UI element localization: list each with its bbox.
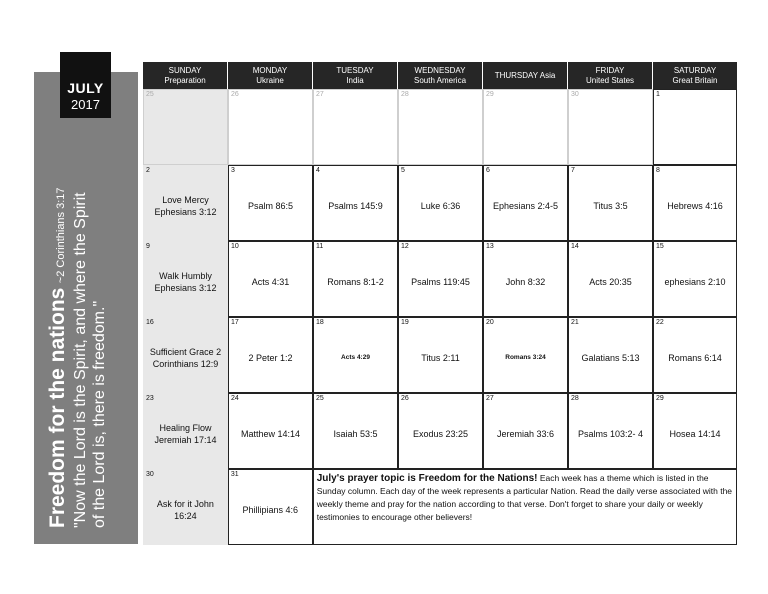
day-number: 2 (146, 167, 150, 174)
weekday-header-cell (143, 62, 228, 89)
day-verse: Psalms 103:2- 4 (577, 429, 644, 439)
day-verse: 2 Peter 1:2 (248, 353, 293, 363)
day-number: 21 (571, 319, 579, 326)
weekday-name: TUESDAY (336, 65, 374, 75)
day-number: 30 (146, 471, 154, 478)
theme-title: Freedom for the nations (46, 287, 69, 528)
weekday-name: THURSDAY Asia (494, 70, 556, 80)
day-number: 3 (231, 167, 235, 174)
day-number: 22 (656, 319, 664, 326)
day-verse: Psalms 119:45 (411, 277, 470, 287)
calendar-day-cell (398, 317, 483, 393)
day-number: 29 (656, 395, 664, 402)
calendar-grid (143, 62, 737, 545)
theme-text (48, 128, 109, 528)
calendar-day-cell (483, 393, 568, 469)
weekday-nation: India (346, 75, 364, 85)
calendar-day-cell (653, 317, 737, 393)
weekday-header (143, 62, 737, 89)
day-verse: Luke 6:36 (420, 201, 461, 211)
day-verse: Acts 4:29 (341, 354, 370, 361)
day-number: 16 (146, 319, 154, 326)
calendar-day-cell (228, 89, 313, 165)
calendar-week-row (143, 469, 737, 545)
day-verse: Romans 3:24 (505, 354, 546, 361)
day-verse: Isaiah 53:5 (333, 429, 378, 439)
day-number: 20 (486, 319, 494, 326)
day-number: 26 (401, 395, 409, 402)
day-verse: Phillipians 4:6 (242, 505, 299, 515)
calendar-day-cell (568, 393, 653, 469)
day-verse (399, 90, 482, 164)
calendar-day-cell (568, 89, 653, 165)
calendar-day-cell (653, 241, 737, 317)
calendar-day-cell (398, 89, 483, 165)
day-verse: Romans 8:1-2 (327, 277, 384, 287)
day-verse: Romans 6:14 (668, 353, 722, 363)
calendar-day-cell (228, 393, 313, 469)
weekday-header-cell (313, 62, 398, 89)
day-number: 15 (656, 243, 664, 250)
weekday-name: MONDAY (252, 65, 288, 75)
weekday-name: SATURDAY (673, 65, 717, 75)
calendar-day-cell (653, 393, 737, 469)
day-number: 26 (231, 91, 239, 98)
day-verse: Acts 20:35 (589, 277, 632, 287)
day-number: 9 (146, 243, 150, 250)
weekday-nation: South America (413, 75, 467, 85)
month-badge (60, 52, 111, 118)
day-number: 27 (316, 91, 324, 98)
calendar-day-cell (228, 165, 313, 241)
calendar-day-cell (313, 241, 398, 317)
calendar-day-cell (228, 317, 313, 393)
day-verse: Titus 2:11 (421, 353, 460, 363)
day-verse: Healing Flow Jeremiah 17:14 (154, 423, 217, 445)
weekday-header-cell (653, 62, 737, 89)
calendar-day-cell (653, 165, 737, 241)
weekday-header-cell (228, 62, 313, 89)
day-number: 13 (486, 243, 494, 250)
calendar-day-cell (568, 241, 653, 317)
calendar-day-cell (143, 393, 228, 469)
day-number: 23 (146, 395, 154, 402)
day-number: 25 (146, 91, 154, 98)
day-number: 5 (401, 167, 405, 174)
calendar-day-cell (228, 241, 313, 317)
day-verse: Sufficient Grace 2 Corinthians 12:9 (149, 347, 222, 369)
day-number: 29 (486, 91, 494, 98)
day-verse (314, 90, 397, 164)
calendar-day-cell (483, 241, 568, 317)
day-verse: Ask for it John 16:24 (156, 499, 214, 521)
calendar-day-cell (228, 469, 313, 545)
day-number: 17 (231, 319, 239, 326)
prayer-topic-body: Each week has a theme which is listed in the Sunday column. Each day of the week represents a particular Nation. Read the daily verse associated with the weekly theme and pray for the nation according to that verse. Don't forget to share your daily or weekly testimonies to encourage other believers! (316, 473, 733, 522)
day-number: 1 (656, 91, 660, 98)
day-verse: ephesians 2:10 (664, 277, 726, 287)
calendar-day-cell (143, 469, 228, 545)
day-verse: Walk Humbly Ephesians 3:12 (154, 271, 217, 293)
calendar-week-row (143, 317, 737, 393)
day-number: 10 (231, 243, 239, 250)
day-number: 7 (571, 167, 575, 174)
weekday-nation: Preparation (164, 75, 206, 85)
calendar-day-cell (398, 241, 483, 317)
day-verse (654, 90, 736, 164)
day-number: 28 (401, 91, 409, 98)
day-verse: John 8:32 (505, 277, 546, 287)
calendar-day-cell (653, 89, 737, 165)
day-verse: Hosea 14:14 (669, 429, 721, 439)
calendar-day-cell (483, 89, 568, 165)
weekday-header-cell (568, 62, 653, 89)
calendar-day-cell (143, 89, 228, 165)
calendar-day-cell (143, 317, 228, 393)
weekday-header-cell (483, 62, 568, 89)
calendar-day-cell (483, 165, 568, 241)
year-label: 2017 (71, 97, 100, 112)
calendar-day-cell (143, 241, 228, 317)
day-verse (144, 90, 227, 164)
month-label: JULY (67, 80, 104, 96)
day-verse: Hebrews 4:16 (667, 201, 723, 211)
day-verse: Galatians 5:13 (581, 353, 640, 363)
calendar-week-row (143, 241, 737, 317)
calendar-day-cell (568, 317, 653, 393)
day-verse: Acts 4:31 (251, 277, 290, 287)
calendar-week-row (143, 393, 737, 469)
day-number: 6 (486, 167, 490, 174)
day-number: 19 (401, 319, 409, 326)
day-verse: Psalms 145:9 (328, 201, 383, 211)
weekday-header-cell (398, 62, 483, 89)
calendar-day-cell (398, 393, 483, 469)
prayer-topic-heading: July's prayer topic is Freedom for the Nations! (316, 473, 538, 484)
calendar-week-row (143, 89, 737, 165)
day-verse: Psalm 86:5 (247, 201, 294, 211)
theme-verse-line-2: of the Lord is, there is freedom." (91, 300, 108, 528)
theme-reference: ~2 Corinthians 3:17 (55, 187, 67, 284)
calendar-day-cell (143, 165, 228, 241)
day-verse: Love Mercy Ephesians 3:12 (154, 195, 217, 217)
day-number: 8 (656, 167, 660, 174)
day-number: 30 (571, 91, 579, 98)
prayer-topic-note (313, 469, 737, 545)
day-number: 25 (316, 395, 324, 402)
calendar-day-cell (398, 165, 483, 241)
weekday-name: FRIDAY (595, 65, 625, 75)
weekday-nation: Great Britain (672, 75, 718, 85)
day-verse (229, 90, 312, 164)
calendar-day-cell (313, 165, 398, 241)
calendar-week-row (143, 165, 737, 241)
day-number: 14 (571, 243, 579, 250)
weekday-nation: United States (585, 75, 635, 85)
day-verse (569, 90, 652, 164)
calendar-day-cell (483, 317, 568, 393)
day-verse (484, 90, 567, 164)
calendar-day-cell (313, 393, 398, 469)
weekday-name: SUNDAY (168, 65, 202, 75)
day-verse: Titus 3:5 (593, 201, 628, 211)
day-number: 31 (230, 471, 239, 478)
day-verse: Jeremiah 33:6 (496, 429, 555, 439)
day-number: 18 (316, 319, 324, 326)
day-number: 27 (486, 395, 494, 402)
day-number: 4 (316, 167, 320, 174)
calendar-day-cell (313, 317, 398, 393)
day-number: 12 (401, 243, 409, 250)
calendar-day-cell (313, 89, 398, 165)
weekday-name: WEDNESDAY (414, 65, 466, 75)
day-verse: Exodus 23:25 (412, 429, 469, 439)
day-verse: Ephesians 2:4-5 (492, 201, 559, 211)
theme-verse-line-1: "Now the Lord is the Spirit, and where the Spirit (72, 192, 89, 528)
calendar-day-cell (568, 165, 653, 241)
day-number: 24 (231, 395, 239, 402)
day-number: 11 (316, 243, 324, 250)
day-verse: Matthew 14:14 (240, 429, 301, 439)
day-number: 28 (571, 395, 579, 402)
weekday-nation: Ukraine (256, 75, 284, 85)
